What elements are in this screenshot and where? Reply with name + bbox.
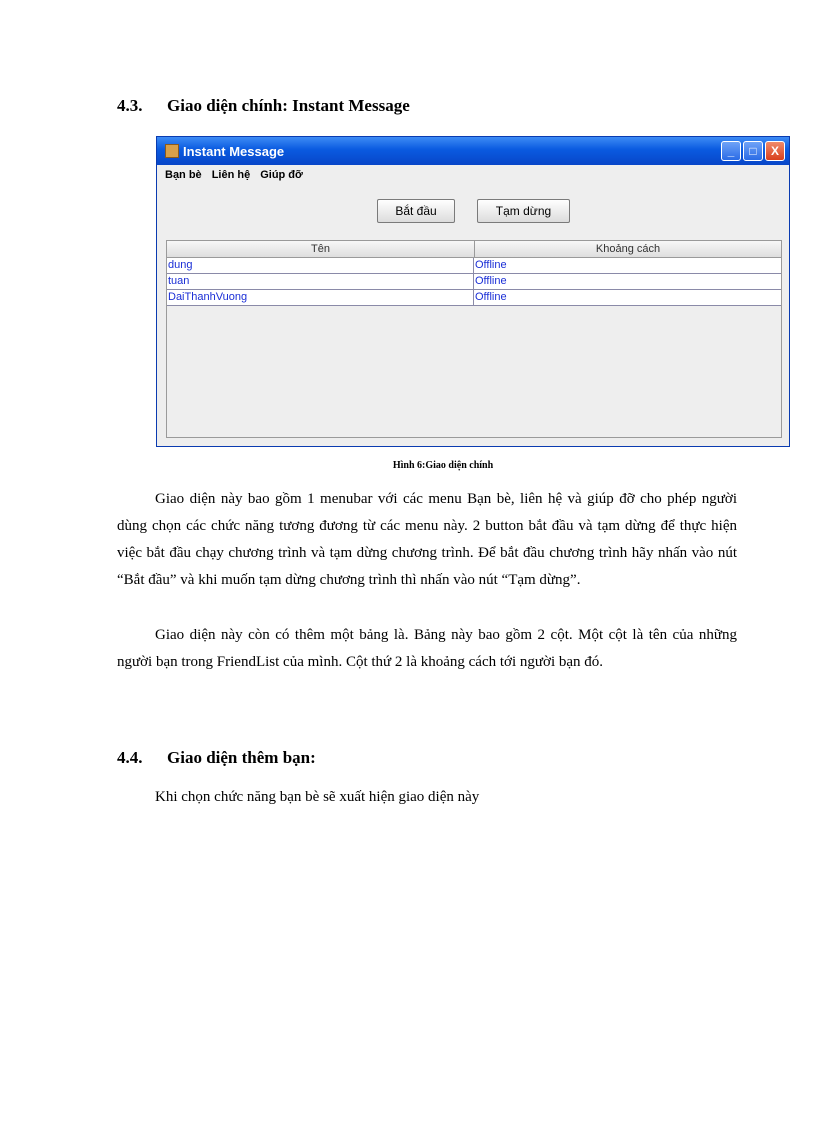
section-title: Giao diện chính: Instant Message (167, 96, 410, 115)
cell-distance: Offline (475, 291, 507, 303)
start-button[interactable]: Bắt đầu (377, 199, 455, 223)
pause-button[interactable]: Tạm dừng (477, 199, 570, 223)
cell-name: tuan (167, 274, 474, 289)
paragraph-1: Giao diện này bao gồm 1 menubar với các menu Bạn bè, liên hệ và giúp đỡ cho phép người dùng chọn các chức năng tương đương từ các menu này. 2 button bắt đầu và tạm dừng để thực hiện việc bắt đầu chạy chương trình và tạm dừng chương trình. Để bắt đầu chương trình hãy nhấn vào nút “Bắt đầu” và khi muốn tạm dừng chương trình thì nhấn vào nút “Tạm dừng”. (117, 491, 737, 588)
close-icon[interactable]: X (765, 141, 785, 161)
instant-message-window (156, 136, 790, 447)
cell-name: dung (167, 258, 474, 273)
figure-caption: Hình 6:Giao diện chính (392, 460, 494, 471)
section-number: 4.4. (117, 748, 143, 767)
minimize-icon[interactable]: _ (721, 141, 741, 161)
table-row[interactable] (167, 290, 781, 306)
menu-ban-be[interactable]: Bạn bè (165, 169, 202, 181)
menu-lien-he[interactable]: Liên hệ (211, 169, 251, 181)
menu-giup-do[interactable]: Giúp đỡ (260, 169, 303, 181)
paragraph-3: Khi chọn chức năng bạn bè sẽ xuất hiện giao diện này (155, 789, 480, 805)
maximize-icon[interactable]: □ (743, 141, 763, 161)
section-number: 4.3. (117, 96, 143, 115)
java-cup-icon (165, 144, 179, 158)
table-header (167, 241, 781, 258)
content-area (157, 185, 789, 446)
title-bar[interactable] (157, 137, 789, 165)
paragraph-2: Giao diện này còn có thêm một bảng là. Bảng này bao gồm 2 cột. Một cột là tên của những người bạn trong FriendList của mình. Cột thứ 2 là khoảng cách tới người bạn đó. (117, 627, 737, 670)
menubar (157, 165, 789, 185)
section-heading-4-4 (117, 748, 316, 768)
table-row[interactable] (167, 274, 781, 290)
cell-name: DaiThanhVuong (167, 290, 474, 305)
table-row[interactable] (167, 258, 781, 274)
section-title: Giao diện thêm bạn: (167, 748, 316, 767)
friend-table (166, 240, 782, 438)
section-heading-4-3 (117, 96, 410, 116)
cell-distance: Offline (475, 259, 507, 271)
column-header-name[interactable]: Tên (167, 241, 475, 257)
cell-distance: Offline (475, 275, 507, 287)
column-header-distance[interactable]: Khoảng cách (595, 243, 661, 255)
window-title: Instant Message (183, 143, 285, 159)
